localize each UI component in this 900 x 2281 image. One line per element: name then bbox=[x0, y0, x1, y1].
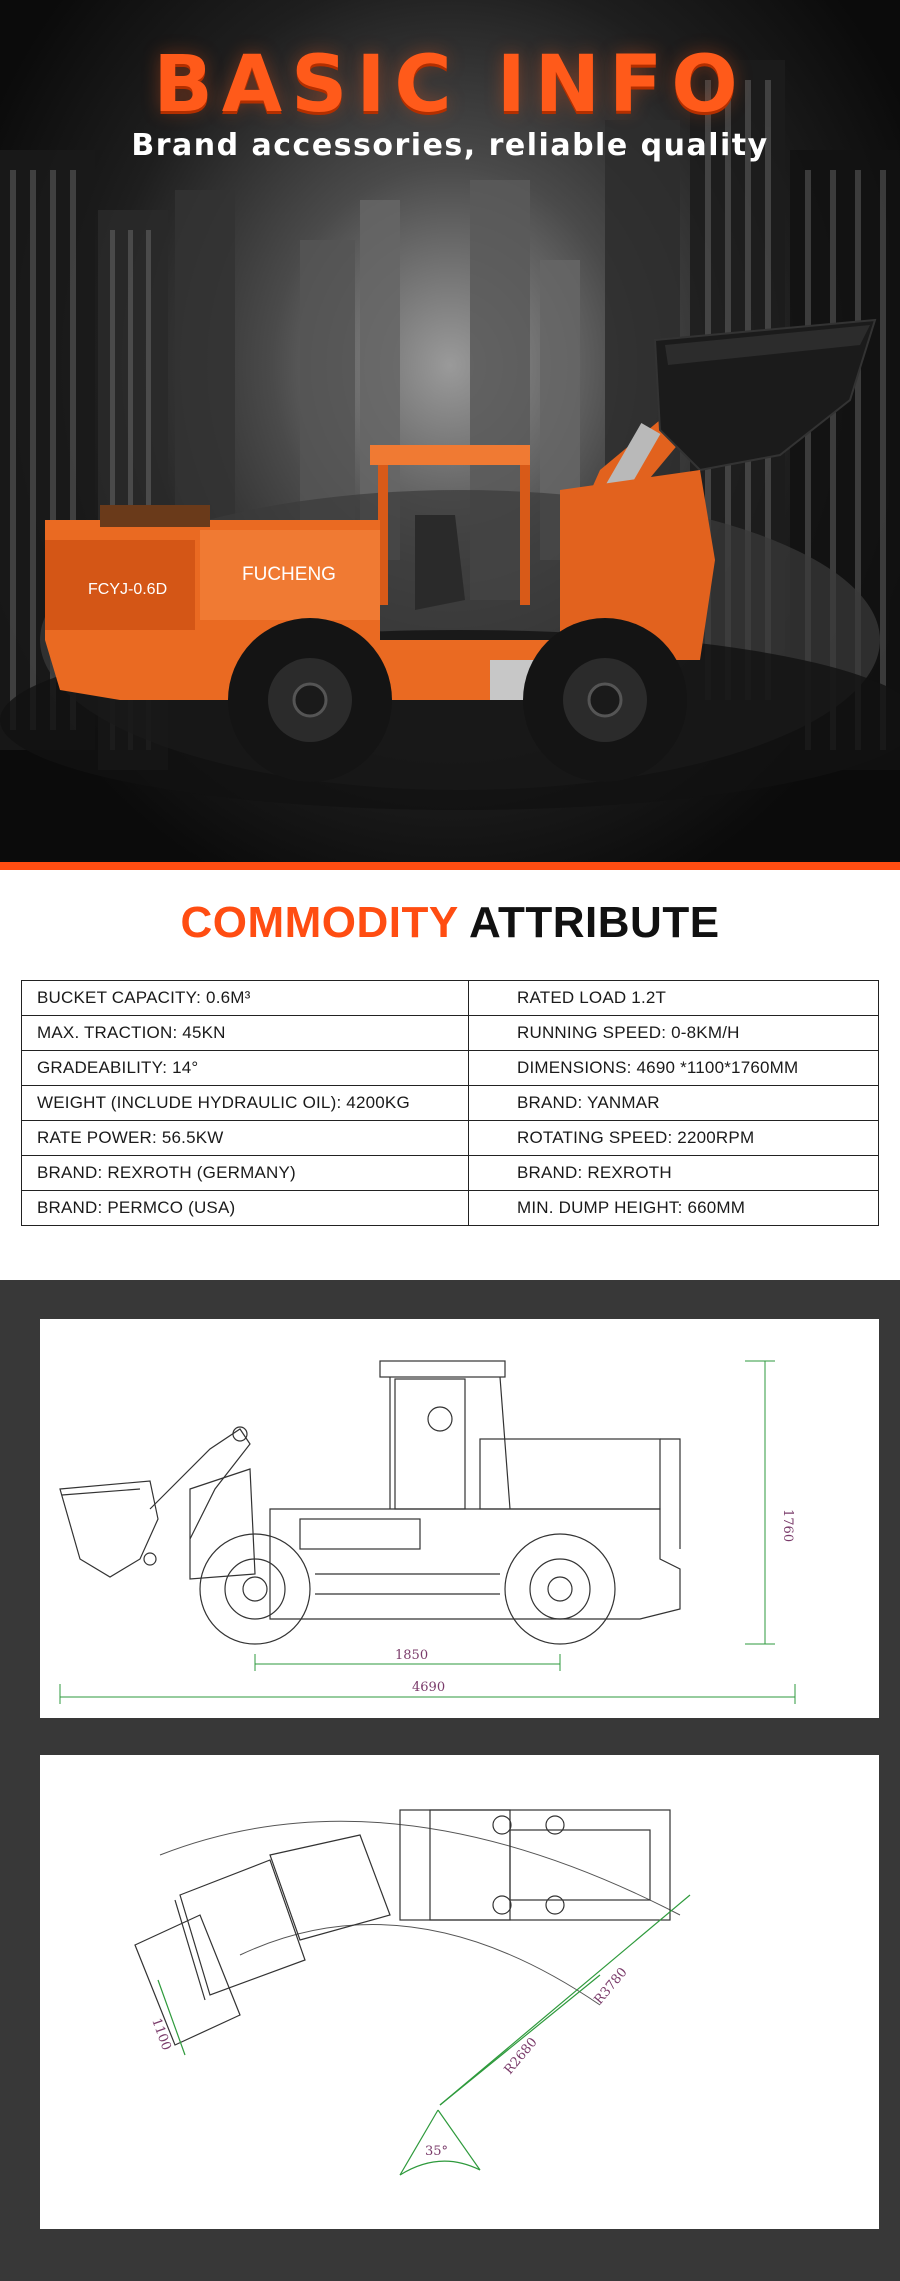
outer-radius-dimension: R3780 bbox=[591, 1965, 631, 2008]
length-dimension: 4690 bbox=[412, 1680, 446, 1695]
accent-divider bbox=[0, 862, 900, 870]
turning-radius-drawing bbox=[40, 1755, 879, 2229]
hero-banner bbox=[0, 0, 900, 870]
side-view-drawing bbox=[40, 1319, 879, 1718]
model-decal: FCYJ-0.6D bbox=[88, 581, 168, 598]
spec-table bbox=[21, 980, 879, 1226]
table-row bbox=[22, 1121, 879, 1156]
brand-decal: FUCHENG bbox=[242, 564, 336, 585]
table-row bbox=[22, 981, 879, 1016]
spec-cell: RATE POWER: 56.5KW bbox=[22, 1121, 469, 1156]
spec-cell: MIN. DUMP HEIGHT: 660MM bbox=[469, 1191, 879, 1226]
table-row bbox=[22, 1051, 879, 1086]
spec-cell: BRAND: PERMCO (USA) bbox=[22, 1191, 469, 1226]
spec-cell: RUNNING SPEED: 0-8KM/H bbox=[469, 1016, 879, 1051]
table-row bbox=[22, 1016, 879, 1051]
table-row bbox=[22, 1086, 879, 1121]
section-title bbox=[0, 898, 900, 948]
spec-cell: BRAND: YANMAR bbox=[469, 1086, 879, 1121]
hero-title: BASIC INFO bbox=[153, 40, 747, 130]
spec-cell: BRAND: REXROTH bbox=[469, 1156, 879, 1191]
spec-cell: BRAND: REXROTH (GERMANY) bbox=[22, 1156, 469, 1191]
spec-cell: MAX. TRACTION: 45KN bbox=[22, 1016, 469, 1051]
spec-cell: ROTATING SPEED: 2200RPM bbox=[469, 1121, 879, 1156]
inner-radius-dimension: R2680 bbox=[501, 2035, 541, 2078]
angle-dimension: 35° bbox=[425, 2144, 449, 2159]
table-row bbox=[22, 1156, 879, 1191]
table-row bbox=[22, 1191, 879, 1226]
section-title-highlight: COMMODITY bbox=[180, 898, 458, 947]
height-dimension: 1760 bbox=[780, 1509, 795, 1543]
width-dimension: 1100 bbox=[148, 2016, 174, 2053]
spec-cell: GRADEABILITY: 14° bbox=[22, 1051, 469, 1086]
spec-cell: DIMENSIONS: 4690 *1100*1760MM bbox=[469, 1051, 879, 1086]
spec-cell: RATED LOAD 1.2T bbox=[469, 981, 879, 1016]
technical-drawings-section bbox=[0, 1280, 900, 2281]
section-title-rest: ATTRIBUTE bbox=[469, 898, 720, 947]
spec-cell: WEIGHT (INCLUDE HYDRAULIC OIL): 4200KG bbox=[22, 1086, 469, 1121]
wheelbase-dimension: 1850 bbox=[395, 1648, 429, 1663]
hero-subtitle: Brand accessories, reliable quality bbox=[131, 128, 769, 163]
commodity-attribute-section bbox=[0, 870, 900, 1280]
spec-cell: BUCKET CAPACITY: 0.6M³ bbox=[22, 981, 469, 1016]
